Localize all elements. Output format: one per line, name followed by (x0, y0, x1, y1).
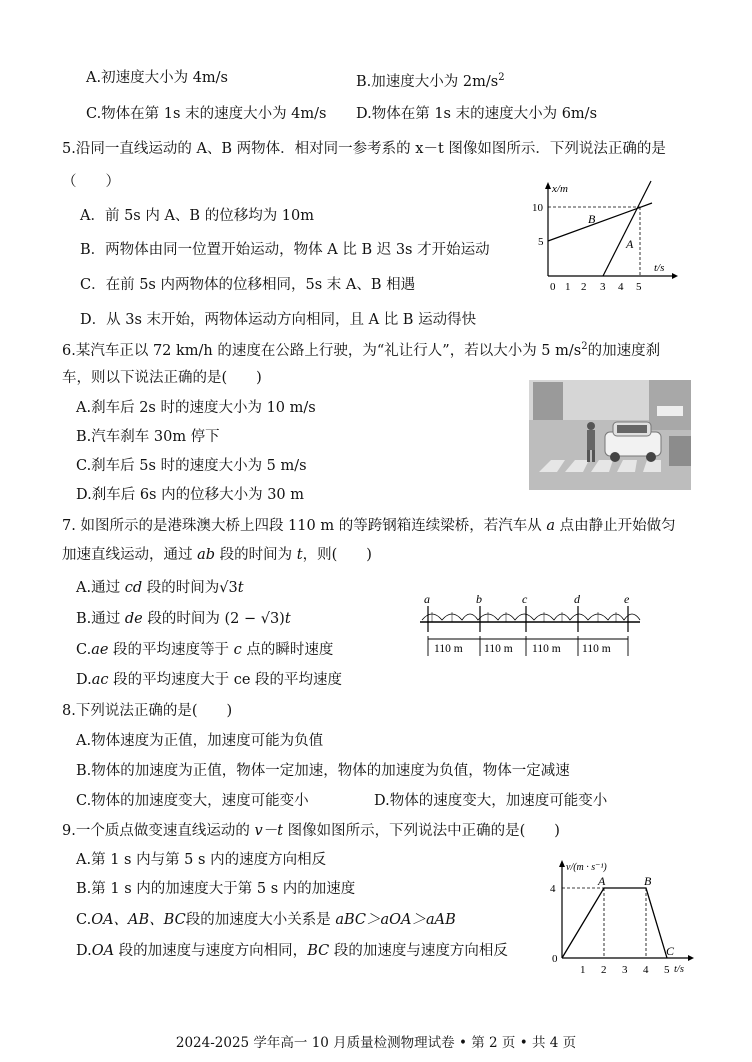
q5-x-tick-3: 3 (600, 281, 606, 293)
q7-option-a: A.通过 cd 段的时间为√3t (76, 580, 244, 596)
q7-stem-line1: 7. 如图所示的是港珠澳大桥上四段 110 m 的等跨钢箱连续梁桥，若汽车从 a 点由静止开始做匀 (62, 518, 676, 534)
q6-stem-line1: 6.某汽车正以 72 km/h 的速度在公路上行驶，为“礼让行人”，若以大小为 5 $m/s^2$的加速度刹 (62, 341, 661, 359)
q9-point-b: B (644, 874, 652, 888)
q5-label-a: A (626, 237, 634, 251)
q7-stem-line2: 加速直线运动，通过 ab 段的时间为 t，则( ) (62, 547, 372, 563)
q6-option-b: B.汽车刹车 30m 停下 (76, 429, 220, 445)
q5-x-tick-2: 2 (581, 281, 587, 293)
q5-answer-paren: （ ） (62, 174, 120, 190)
bridge-span-1: 110 m (434, 643, 463, 655)
q9-x-tick-1: 1 (580, 964, 586, 976)
q9-option-d: D.OA 段的加速度与速度方向相同，BC 段的加速度与速度方向相反 (76, 943, 508, 959)
q9-y-axis-arrow (559, 860, 565, 867)
bridge-label-d: d (574, 592, 580, 606)
q9-y-label: v/(m · s⁻¹) (566, 862, 607, 873)
bridge-label-b: b (476, 592, 482, 606)
q7-option-d: D.ac 段的平均速度大于 ce 段的平均速度 (76, 672, 343, 688)
q4-option-d: D.物体在第 1s 末的速度大小为 6m/s (356, 106, 598, 122)
q9-point-a: A (598, 874, 606, 888)
q9-stem: 9.一个质点做变速直线运动的 v－t 图像如图所示，下列说法中正确的是( ) (62, 823, 560, 839)
bridge-arches (422, 614, 640, 620)
q8-option-d: D.物体的速度变大，加速度可能变小 (374, 793, 608, 809)
q5-x-axis-arrow (672, 273, 678, 279)
bridge-span-2: 110 m (484, 643, 513, 655)
q5-option-a: A．前 5s 内 A、B 的位移均为 10m (80, 208, 315, 224)
q8-option-a: A.物体速度为正值，加速度可能为负值 (76, 733, 324, 749)
q9-x-tick-4: 4 (643, 964, 649, 976)
q5-option-d: D．从 3s 末开始，两物体运动方向相同，且 A 比 B 运动得快 (80, 312, 477, 328)
q5-y-tick-5: 5 (538, 236, 544, 248)
q9-vt-line (562, 888, 667, 958)
page-footer: 2024-2025 学年高一 10 月质量检测物理试卷 • 第 2 页 • 共 4 页 (175, 1035, 577, 1051)
q7-option-b: B.通过 de 段的时间为 (2 − √3)t (76, 611, 291, 627)
q6-option-c: C.刹车后 5s 时的速度大小为 5 m/s (76, 458, 307, 474)
q9-y-tick-4: 4 (550, 883, 556, 895)
q4-option-c: C.物体在第 1s 末的速度大小为 4m/s (86, 106, 327, 122)
q5-label-b: B (588, 212, 596, 226)
q9-x-axis-arrow (688, 955, 694, 961)
q5-x-tick-4: 4 (618, 281, 624, 293)
q5-line-a (603, 181, 651, 276)
q9-x-tick-0: 0 (552, 953, 558, 965)
bridge-span-4: 110 m (582, 643, 611, 655)
q5-option-b: B．两物体由同一位置开始运动，物体 A 比 B 迟 3s 才开始运动 (80, 242, 490, 258)
q5-y-axis-arrow (545, 182, 551, 189)
q4-option-a: A.初速度大小为 4m/s (86, 70, 228, 86)
q4-option-b: B.加速度大小为 $2m/s^2$ (356, 72, 505, 90)
q9-point-c: C (666, 944, 675, 958)
q5-y-label: x/m (552, 183, 568, 195)
q7-bridge-diagram (418, 592, 644, 662)
q9-x-tick-2: 2 (601, 964, 607, 976)
crosswalk-car-photo (529, 380, 691, 490)
q9-option-a: A.第 1 s 内与第 5 s 内的速度方向相反 (76, 852, 327, 868)
q7-option-c: C.ae 段的平均速度等于 c 点的瞬时速度 (76, 642, 334, 658)
bridge-label-c: c (522, 592, 528, 606)
q5-y-tick-10: 10 (532, 202, 543, 214)
q9-option-b: B.第 1 s 内的加速度大于第 5 s 内的加速度 (76, 881, 356, 897)
q5-stem: 5.沿同一直线运动的 A、B 两物体．相对同一参考系的 x－t 图像如图所示．下列说法正确的是 (62, 141, 666, 157)
bridge-label-a: a (424, 592, 430, 606)
bridge-label-e: e (624, 592, 630, 606)
q5-x-tick-5: 5 (636, 281, 642, 293)
q6-stem-line2: 车，则以下说法正确的是( ) (62, 370, 262, 386)
q5-x-label: t/s (654, 262, 665, 274)
q6-option-d: D.刹车后 6s 内的位移大小为 30 m (76, 487, 305, 503)
q9-x-label: t/s (674, 964, 684, 975)
q5-x-tick-1: 1 (565, 281, 571, 293)
q5-xt-graph (530, 178, 680, 298)
bridge-span-3: 110 m (532, 643, 561, 655)
q9-x-tick-5: 5 (664, 964, 670, 976)
q5-option-c: C．在前 5s 内两物体的位移相同，5s 末 A、B 相遇 (80, 277, 416, 293)
q9-option-c: C.OA、AB、BC段的加速度大小关系是 aBC＞aOA＞aAB (76, 912, 456, 928)
q5-x-tick-0: 0 (550, 281, 556, 293)
q9-vt-graph (540, 858, 696, 976)
q8-option-b: B.物体的加速度为正值，物体一定加速，物体的加速度为负值，物体一定减速 (76, 763, 570, 779)
q8-option-c: C.物体的加速度变大，速度可能变小 (76, 793, 309, 809)
q8-stem: 8.下列说法正确的是( ) (62, 703, 233, 719)
q9-x-tick-3: 3 (622, 964, 628, 976)
q6-option-a: A.刹车后 2s 时的速度大小为 10 m/s (76, 400, 316, 416)
